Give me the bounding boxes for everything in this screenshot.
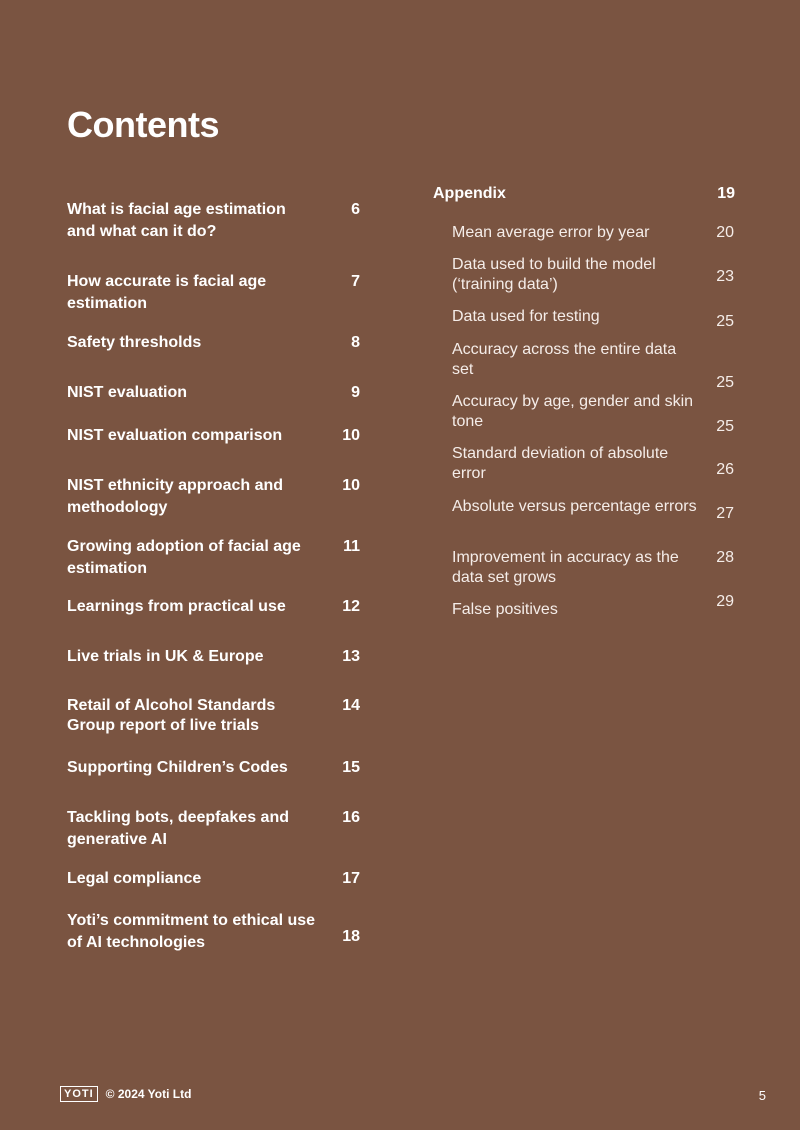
appendix-entry-page: 26 bbox=[716, 461, 734, 478]
copyright-text: © 2024 Yoti Ltd bbox=[105, 1087, 192, 1101]
toc-appendix-page: 19 bbox=[717, 185, 735, 202]
toc-entry-label: Retail of Alcohol Standards Group report of live trials bbox=[67, 697, 276, 734]
toc-entry-page: 10 bbox=[342, 477, 360, 494]
page-title: Contents bbox=[67, 104, 219, 145]
toc-entry-label: Yoti’s commitment to ethical use of AI technologies bbox=[67, 912, 316, 951]
appendix-entry-page: 27 bbox=[716, 505, 734, 522]
toc-entry-label: NIST evaluation bbox=[67, 384, 188, 401]
appendix-entry-page: 23 bbox=[716, 268, 734, 285]
toc-entry-page: 15 bbox=[342, 759, 360, 776]
appendix-entry-page: 25 bbox=[716, 418, 734, 435]
toc-entry-label: Safety thresholds bbox=[67, 334, 202, 351]
toc-entry[interactable] bbox=[67, 271, 360, 315]
toc-entry-page: 13 bbox=[342, 648, 360, 665]
toc-entry[interactable] bbox=[67, 646, 360, 668]
toc-entry[interactable] bbox=[67, 696, 360, 736]
toc-entry-page: 12 bbox=[342, 598, 360, 615]
toc-entry-label: NIST evaluation comparison bbox=[67, 427, 283, 444]
toc-entry-label: Tackling bots, deepfakes and generative AI bbox=[67, 809, 289, 848]
toc-entry-label: Legal compliance bbox=[67, 870, 202, 887]
toc-entry-page: 7 bbox=[351, 273, 360, 290]
toc-entry-page: 10 bbox=[342, 427, 360, 444]
toc-entry[interactable] bbox=[67, 757, 360, 779]
footer bbox=[60, 1086, 191, 1102]
toc-entry[interactable] bbox=[67, 332, 360, 354]
toc-entry[interactable] bbox=[67, 910, 360, 954]
appendix-entry-label[interactable]: Improvement in accuracy as the data set grows bbox=[452, 549, 679, 586]
toc-entry-page: 17 bbox=[342, 870, 360, 887]
toc-appendix-label: Appendix bbox=[433, 185, 506, 202]
toc-entry[interactable] bbox=[67, 807, 360, 851]
appendix-entry-label[interactable]: Mean average error by year bbox=[452, 224, 650, 241]
appendix-entry-page: 29 bbox=[716, 593, 734, 610]
toc-entry-page: 16 bbox=[342, 809, 360, 826]
toc-entry[interactable] bbox=[67, 536, 360, 580]
toc-entry[interactable] bbox=[67, 199, 360, 243]
toc-entry-page: 9 bbox=[351, 384, 360, 401]
toc-entry-page: 11 bbox=[343, 538, 360, 555]
toc-entry[interactable] bbox=[67, 425, 360, 447]
appendix-entry-label[interactable]: Data used for testing bbox=[452, 308, 600, 325]
toc-entry-label: Growing adoption of facial age estimation bbox=[67, 538, 301, 577]
toc-entry[interactable] bbox=[67, 382, 360, 404]
appendix-entry-page: 20 bbox=[716, 224, 734, 241]
toc-entry-label: Learnings from practical use bbox=[67, 598, 286, 615]
appendix-entry-label[interactable]: Data used to build the model (‘training data’) bbox=[452, 256, 656, 293]
toc-entry-page: 6 bbox=[351, 201, 360, 218]
toc-entry[interactable] bbox=[67, 475, 360, 519]
toc-entry-label: What is facial age estimation and what can it do? bbox=[67, 201, 286, 240]
appendix-entry-page: 28 bbox=[716, 549, 734, 566]
toc-entry-label: Live trials in UK & Europe bbox=[67, 648, 264, 665]
toc-entry[interactable] bbox=[67, 596, 360, 618]
toc-entry-page: 8 bbox=[351, 334, 360, 351]
appendix-entry-label[interactable]: Absolute versus percentage errors bbox=[452, 498, 697, 515]
page-number: 5 bbox=[758, 1088, 766, 1103]
appendix-entry-page: 25 bbox=[716, 374, 734, 391]
appendix-entry-page: 25 bbox=[716, 313, 734, 330]
appendix-entry-label[interactable]: False positives bbox=[452, 601, 558, 618]
toc-entry-label: NIST ethnicity approach and methodology bbox=[67, 477, 284, 516]
appendix-entry-label[interactable]: Accuracy by age, gender and skin tone bbox=[452, 393, 694, 430]
toc-entry[interactable] bbox=[67, 868, 360, 890]
yoti-logo: YOTI bbox=[60, 1086, 98, 1102]
appendix-entry-label[interactable]: Accuracy across the entire data set bbox=[452, 341, 677, 378]
toc-entry-label: Supporting Children’s Codes bbox=[67, 759, 288, 776]
appendix-entry-label[interactable]: Standard deviation of absolute error bbox=[452, 445, 669, 482]
toc-entry-page: 14 bbox=[342, 697, 360, 714]
toc-entry-label: How accurate is facial age estimation bbox=[67, 273, 267, 312]
toc-appendix-heading[interactable] bbox=[433, 183, 735, 205]
toc-entry-page: 18 bbox=[342, 928, 360, 945]
